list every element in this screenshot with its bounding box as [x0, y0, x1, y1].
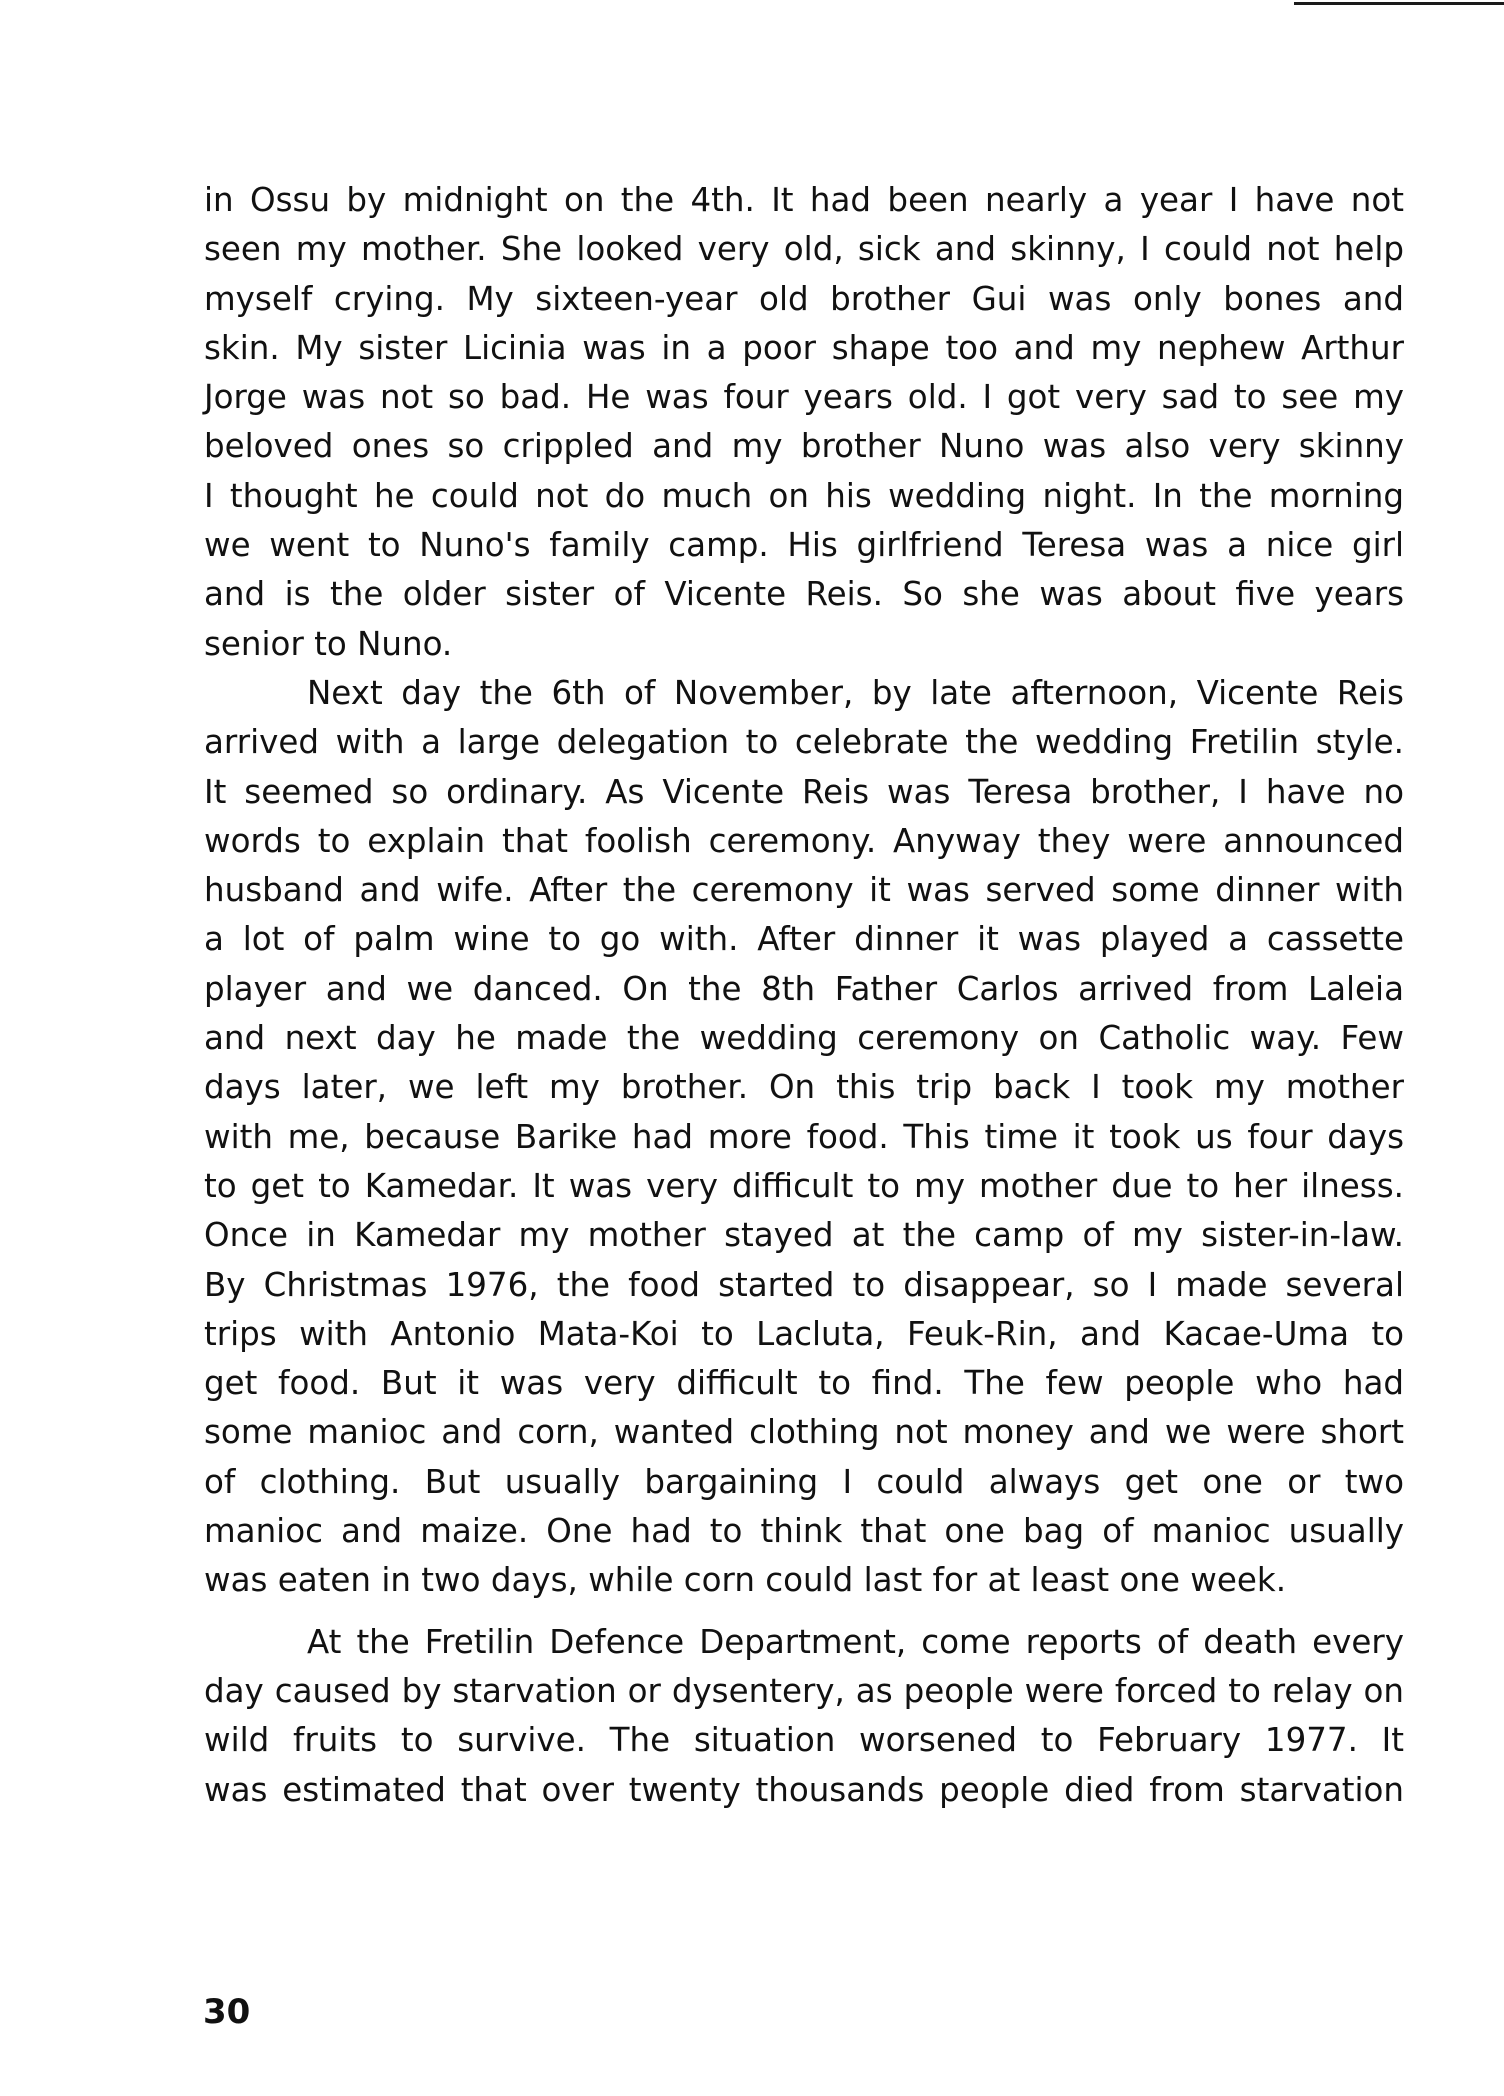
text-line: Jorge was not so bad. He was four years old. I got very sad to see my: [204, 378, 1404, 417]
text-line: words to explain that foolish ceremony. Anyway they were announced: [204, 821, 1404, 860]
text-line: seen my mother. She looked very old, sick and skinny, I could not help: [204, 230, 1404, 269]
text-line: days later, we left my brother. On this trip back I took my mother: [204, 1068, 1404, 1107]
page-number: 30: [203, 1992, 251, 2032]
paragraph-2: [204, 669, 1404, 1606]
text-line: trips with Antonio Mata-Koi to Lacluta, Feuk-Rin, and Kacae-Uma to: [204, 1314, 1404, 1353]
text-line: a lot of palm wine to go with. After dinner it was played a cassette: [204, 920, 1404, 959]
text-line: some manioc and corn, wanted clothing not money and we were short: [204, 1413, 1404, 1452]
paragraph-1: [204, 176, 1404, 669]
text-line: in Ossu by midnight on the 4th. It had been nearly a year I have not: [204, 181, 1404, 219]
text-line: Next day the 6th of November, by late afternoon, Vicente Reis: [307, 673, 1404, 712]
text-line: was estimated that over twenty thousands people died from starvation: [204, 1770, 1404, 1809]
top-edge-rule: [1294, 2, 1504, 5]
text-line: I thought he could not do much on his wedding night. In the morning: [204, 476, 1404, 515]
text-line: senior to Nuno.: [204, 624, 453, 663]
text-line: At the Fretilin Defence Department, come reports of death every: [307, 1622, 1404, 1661]
text-line: beloved ones so crippled and my brother Nuno was also very skinny: [204, 427, 1404, 466]
text-line: day caused by starvation or dysentery, as people were forced to relay on: [204, 1671, 1404, 1710]
text-line: and next day he made the wedding ceremony on Catholic way. Few: [204, 1019, 1404, 1058]
text-line: manioc and maize. One had to think that one bag of manioc usually: [204, 1512, 1404, 1551]
text-line: to get to Kamedar. It was very difficult to my mother due to her ilness.: [204, 1166, 1404, 1205]
text-line: was eaten in two days, while corn could last for at least one week.: [204, 1561, 1287, 1600]
text-line: we went to Nuno's family camp. His girlfriend Teresa was a nice girl: [204, 526, 1404, 565]
text-line: wild fruits to survive. The situation worsened to February 1977. It: [204, 1721, 1404, 1760]
text-line: with me, because Barike had more food. This time it took us four days: [204, 1117, 1404, 1156]
text-line: arrived with a large delegation to celebrate the wedding Fretilin style.: [204, 723, 1404, 762]
body-text: [204, 176, 1404, 1815]
text-line: Once in Kamedar my mother stayed at the camp of my sister-in-law.: [204, 1216, 1404, 1255]
text-line: of clothing. But usually bargaining I could always get one or two: [204, 1462, 1404, 1501]
text-line: skin. My sister Licinia was in a poor shape too and my nephew Arthur: [204, 328, 1404, 367]
text-line: and is the older sister of Vicente Reis. So she was about five years: [204, 575, 1404, 614]
text-line: myself crying. My sixteen-year old brother Gui was only bones and: [204, 279, 1404, 318]
text-line: player and we danced. On the 8th Father Carlos arrived from Laleia: [204, 969, 1404, 1008]
text-line: get food. But it was very difficult to find. The few people who had: [204, 1364, 1404, 1403]
paragraph-3: [204, 1618, 1404, 1815]
text-line: husband and wife. After the ceremony it was served some dinner with: [204, 871, 1404, 910]
text-line: By Christmas 1976, the food started to disappear, so I made several: [204, 1265, 1404, 1304]
text-line: It seemed so ordinary. As Vicente Reis was Teresa brother, I have no: [204, 772, 1404, 811]
